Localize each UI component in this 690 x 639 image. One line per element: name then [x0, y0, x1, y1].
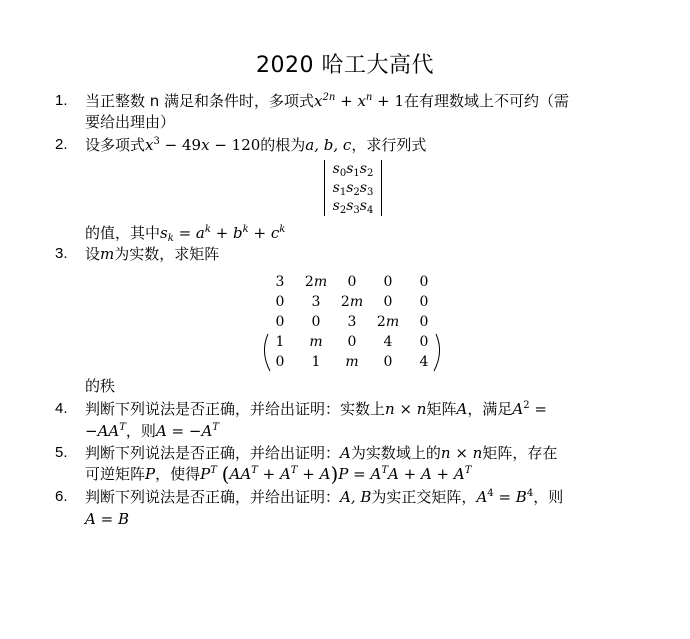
matrix-cell: m	[345, 354, 359, 370]
problem-6-text-a: 判断下列说法是否正确，并给出证明：	[85, 488, 341, 506]
problem-3-line-1	[85, 243, 219, 265]
page-title: 2020 哈工大高代	[256, 53, 434, 78]
problem-6-text-b: 为实正交矩阵，	[371, 488, 477, 506]
problem-5-equation: $P^T$ $(AA^T + A^T + A)P = A^TA + A + A^T$	[200, 462, 472, 486]
problem-4-condition-a: $A^2$ =	[512, 400, 547, 418]
problem-5-line-2	[85, 463, 471, 485]
problem-1-number: 1.	[55, 92, 68, 109]
problem-4-size: n × n	[385, 400, 427, 418]
matrix-cell: 0	[419, 294, 429, 310]
problem-1-text-a: 当正整数 n 满足和条件时，多项式	[85, 92, 315, 110]
problem-2-text-b: 的根为	[260, 136, 306, 154]
matrix-cell: 2m	[304, 274, 328, 290]
problem-1-text-b: 在有理数域上不可约（需	[404, 92, 570, 110]
problem-4-text-b: 矩阵	[426, 400, 457, 418]
problem-5-size: n × n	[440, 444, 483, 462]
matrix-cell: 3	[347, 314, 357, 330]
problem-3-text-b: 为实数，求矩阵	[114, 245, 220, 263]
matrix-cell: 0	[383, 274, 393, 290]
problem-5-text-e: ，使得	[155, 465, 201, 483]
matrix-cell: 0	[419, 274, 429, 290]
problem-2-roots: a, b, c	[305, 136, 352, 154]
problem-4-line-2	[85, 420, 219, 442]
problem-6-text-c: ，则	[533, 488, 564, 506]
matrix-cell: 4	[383, 334, 393, 350]
matrix-cell: 0	[311, 314, 321, 330]
problem-5-text-d: 可逆矩阵	[85, 465, 146, 483]
matrix-cell: 4	[419, 354, 429, 370]
problem-5-text-a: 判断下列说法是否正确，并给出证明：	[85, 444, 341, 462]
problem-2-line-1	[85, 134, 426, 156]
matrix-cell: 0	[383, 294, 393, 310]
problem-6-condition: $A^4 = B^4$	[476, 488, 534, 506]
matrix-cell: 0	[347, 334, 357, 350]
problem-5-number: 5.	[55, 444, 68, 461]
problem-2-text-d: 的值，其中	[85, 224, 161, 242]
matrix-cell: 0	[275, 314, 285, 330]
problem-4-text-d: ，则	[125, 422, 156, 440]
determinant-row-2: $s_1s_2s_3$	[332, 179, 374, 198]
problem-4-line-1	[85, 398, 547, 420]
matrix-cell: 2m	[340, 294, 364, 310]
problem-2-number: 2.	[55, 136, 68, 153]
problem-6-AB: A, B	[340, 488, 372, 506]
matrix-cell: 1	[275, 334, 285, 350]
problem-4-condition-b: $-AA^T$	[85, 422, 126, 440]
problem-3-m: m	[100, 245, 115, 263]
problem-3-text-a: 设	[85, 245, 101, 263]
matrix-cell: m	[309, 334, 323, 350]
problem-5-line-1	[85, 442, 557, 464]
problem-4-A: A	[456, 400, 468, 418]
problem-2-text-c: ，求行列式	[351, 136, 427, 154]
problem-3-line-2: 的秩	[85, 377, 116, 395]
problem-5-P: P	[145, 465, 156, 483]
problem-1-line-2: 要给出理由）	[85, 113, 176, 131]
problem-6-line-1	[85, 486, 563, 508]
problem-2-polynomial: $x^3 - 49x - 120$	[145, 136, 261, 154]
matrix-cell: 0	[419, 314, 429, 330]
matrix-cell: 2m	[376, 314, 400, 330]
problem-2-text-a: 设多项式	[85, 136, 146, 154]
problem-2-line-2	[85, 222, 285, 244]
determinant-row-3: $s_2s_3s_4$	[332, 198, 374, 217]
matrix-cell: 3	[311, 294, 321, 310]
problem-1-formula: $x^{2n} + x^n + 1$	[314, 92, 405, 110]
matrix-cell: 3	[275, 274, 285, 290]
matrix-cell: 1	[311, 354, 321, 370]
problem-1-line-1	[85, 90, 569, 112]
matrix-cell: 0	[347, 274, 357, 290]
matrix-cell: 0	[275, 294, 285, 310]
matrix-cell: 0	[383, 354, 393, 370]
problem-6-number: 6.	[55, 488, 68, 505]
matrix-cell: 0	[275, 354, 285, 370]
problem-4-number: 4.	[55, 400, 68, 417]
problem-3-number: 3.	[55, 245, 68, 262]
matrix-cell: 0	[419, 334, 429, 350]
problem-5-A: A	[340, 444, 351, 462]
problem-4-conclusion: $A = -A^T$	[155, 422, 219, 440]
problem-6-line-2	[85, 508, 129, 530]
matrix	[262, 272, 442, 372]
determinant	[324, 160, 382, 216]
problem-4-text-a: 判断下列说法是否正确，并给出证明：实数上	[85, 400, 386, 418]
problem-5-text-c: 矩阵，存在	[482, 444, 558, 462]
determinant-row-1: $s_0s_1s_2$	[332, 161, 374, 179]
problem-6-conclusion: A = B	[85, 510, 129, 528]
problem-2-sk-formula: $s_k = a^k + b^k + c^k$	[160, 224, 286, 244]
problem-4-text-c: ，满足	[467, 400, 513, 418]
problem-5-text-b: 为实数域上的	[350, 444, 441, 462]
